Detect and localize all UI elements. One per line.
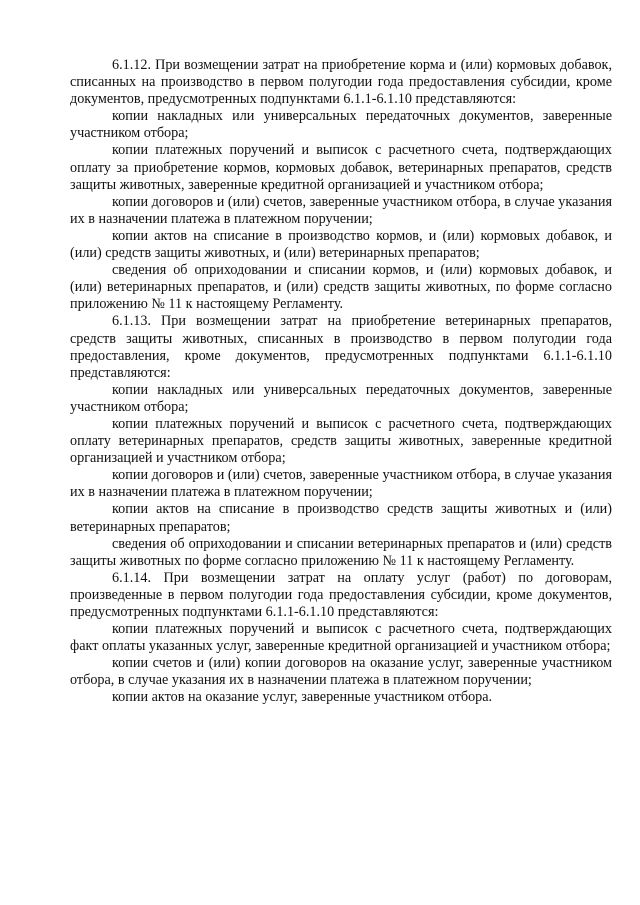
paragraph-text: копии договоров и (или) счетов, заверенные участником отбора, в случае указания их в назначении платежа в платежном поручении; [70,193,612,227]
paragraph-text: копии платежных поручений и выписок с расчетного счета, подтверждающих факт оплаты указанных услуг, заверенные кредитной организацией и участником отбора; [70,621,612,655]
paragraph-text: копии договоров и (или) счетов, заверенные участником отбора, в случае указания их в назначении платежа в платежном поручении; [70,467,612,501]
paragraph-text: копии актов на оказание услуг, заверенные участником отбора. [112,689,493,706]
paragraph-text: копии актов на списание в производство средств защиты животных и (или) ветеринарных препаратов; [70,501,612,535]
paragraph-text: копии платежных поручений и выписок с расчетного счета, подтверждающих оплату за приобретение кормов, кормовых добавок, ветеринарных препаратов, средств защиты животных, заверенные кредитной организацией и участником отбора; [70,142,612,193]
paragraph-text: копии накладных или универсальных передаточных документов, заверенные участником отбора; [70,108,612,142]
paragraph-text: сведения об оприходовании и списании кормов, и (или) кормовых добавок, и (или) ветеринарных препаратов, и (или) средств защиты животных, по форме согласно приложению № 11 к настоящему Регламенту. [70,262,612,313]
clause-6-1-13: 6.1.13. При возмещении затрат на приобретение ветеринарных препаратов, средств защиты животных, списанных в производство в первом полугодии года предоставления, кроме документов, предусмотренных подпунктами 6.1.1-6.1.10 представляются: [70,313,612,381]
paragraph-text: копии платежных поручений и выписок с расчетного счета, подтверждающих оплату ветеринарных препаратов, средств защиты животных, заверенные кредитной организацией и участником отбора; [70,415,612,467]
paragraph-text: копии накладных или универсальных передаточных документов, заверенные участником отбора; [70,381,612,415]
paragraph-text: копии актов на списание в производство кормов, и (или) кормовых добавок, и (или) средств защиты животных, и (или) ветеринарных препаратов; [70,227,612,262]
paragraph-text: копии счетов и (или) копии договоров на оказание услуг, заверенные участником отбора, в случае указания их в назначении платежа в платежном поручении; [70,655,612,689]
paragraph-text: сведения об оприходовании и списании ветеринарных препаратов и (или) средств защиты животных по форме согласно приложению № 11 к настоящему Регламенту. [70,535,612,569]
clause-6-1-12: 6.1.12. При возмещении затрат на приобретение корма и (или) кормовых добавок, списанных на производство в первом полугодии года предоставления субсидии, кроме документов, предусмотренных подпунктами 6.1.1-6.1.10 представляются: [70,57,612,108]
document-page [70,57,612,707]
clause-6-1-14: 6.1.14. При возмещении затрат на оплату услуг (работ) по договорам, произведенные в первом полугодии года предоставления субсидии, кроме документов, предусмотренных подпунктами 6.1.1-6.1.10 представляются: [70,569,612,620]
